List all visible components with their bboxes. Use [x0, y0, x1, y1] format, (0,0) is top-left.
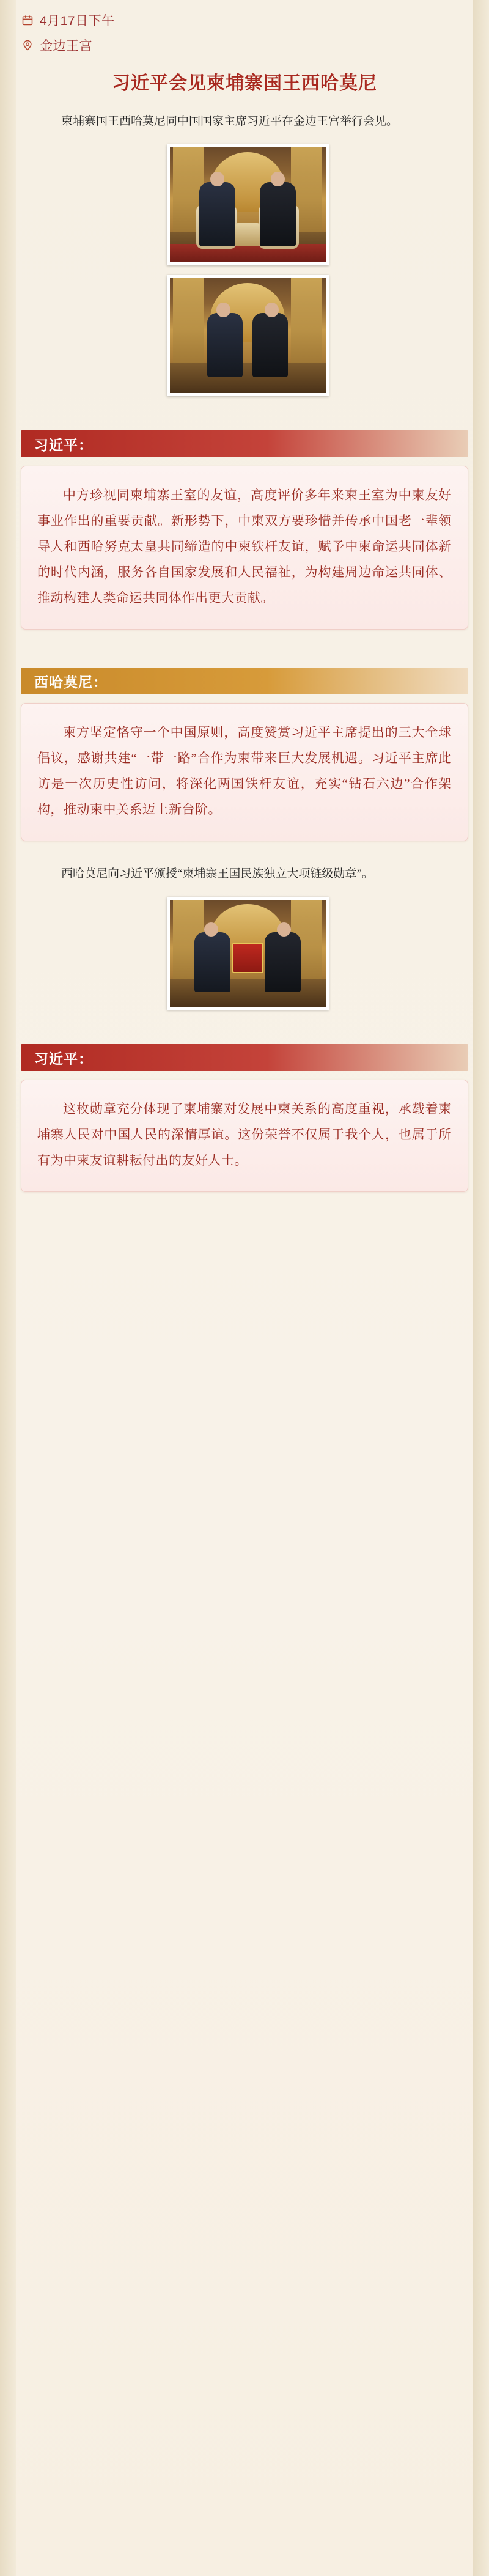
meta-date-text: 4月17日下午: [40, 14, 115, 28]
article-meta: [0, 0, 489, 54]
photo-frame: [167, 897, 329, 1010]
calendar-icon: [21, 13, 34, 27]
speaker-banner-xi-2: [21, 1044, 468, 1071]
speaker-label: 习近平：: [34, 1051, 93, 1067]
award-note: 西哈莫尼向习近平颁授“柬埔寨王国民族独立大项链级勋章”。: [61, 867, 373, 881]
speaker-banner-sihamoni: [21, 668, 468, 694]
quote-xi-1: 中方珍视同柬埔寨王室的友谊，高度评价多年来柬王室为中柬友好事业作出的重要贡献。新形势下，中柬双方要珍惜并传承中国老一辈领导人和西哈努克太皇共同缔造的中柬铁杆友谊，赋予中柬命运共同体新的时代内涵，服务各自国家发展和人民福祉，为构建周边命运共同体、推动构建人类命运共同体作出更大贡献。: [21, 466, 468, 630]
photo-scene: [170, 900, 326, 1007]
speaker-banner-xi-1: [21, 430, 468, 457]
photo-frame: [167, 144, 329, 265]
photo-meeting-seated: [167, 144, 323, 265]
photo-handshake: [167, 275, 323, 396]
quote-sihamoni: 柬方坚定恪守一个中国原则，高度赞赏习近平主席提出的三大全球倡议，感谢共建“一带一路”合作为柬带来巨大发展机遇。习近平主席此访是一次历史性访问，将深化两国铁杆友谊，充实“钻石六边”合作架构，推动柬中关系迈上新台阶。: [21, 703, 468, 841]
page-title: 习近平会见柬埔寨国王西哈莫尼: [112, 73, 377, 94]
meta-location-text: 金边王宫: [40, 39, 92, 53]
quote-xi-2: 这枚勋章充分体现了柬埔寨对发展中柬关系的高度重视，承载着柬埔寨人民对中国人民的深情厚谊。这份荣誉不仅属于我个人，也属于所有为中柬友谊耕耘付出的友好人士。: [21, 1080, 468, 1192]
speaker-label: 西哈莫尼：: [34, 674, 108, 690]
photo-frame: [167, 275, 329, 396]
meta-location: [21, 36, 489, 54]
map-pin-icon: [21, 39, 34, 52]
intro-paragraph: 柬埔寨国王西哈莫尼同中国国家主席习近平在金边王宫举行会见。: [61, 115, 399, 128]
photo-award: [167, 897, 323, 1010]
photo-scene: [170, 278, 326, 393]
meta-date: [21, 11, 489, 29]
photo-scene: [170, 147, 326, 262]
speaker-label: 习近平：: [34, 437, 93, 453]
